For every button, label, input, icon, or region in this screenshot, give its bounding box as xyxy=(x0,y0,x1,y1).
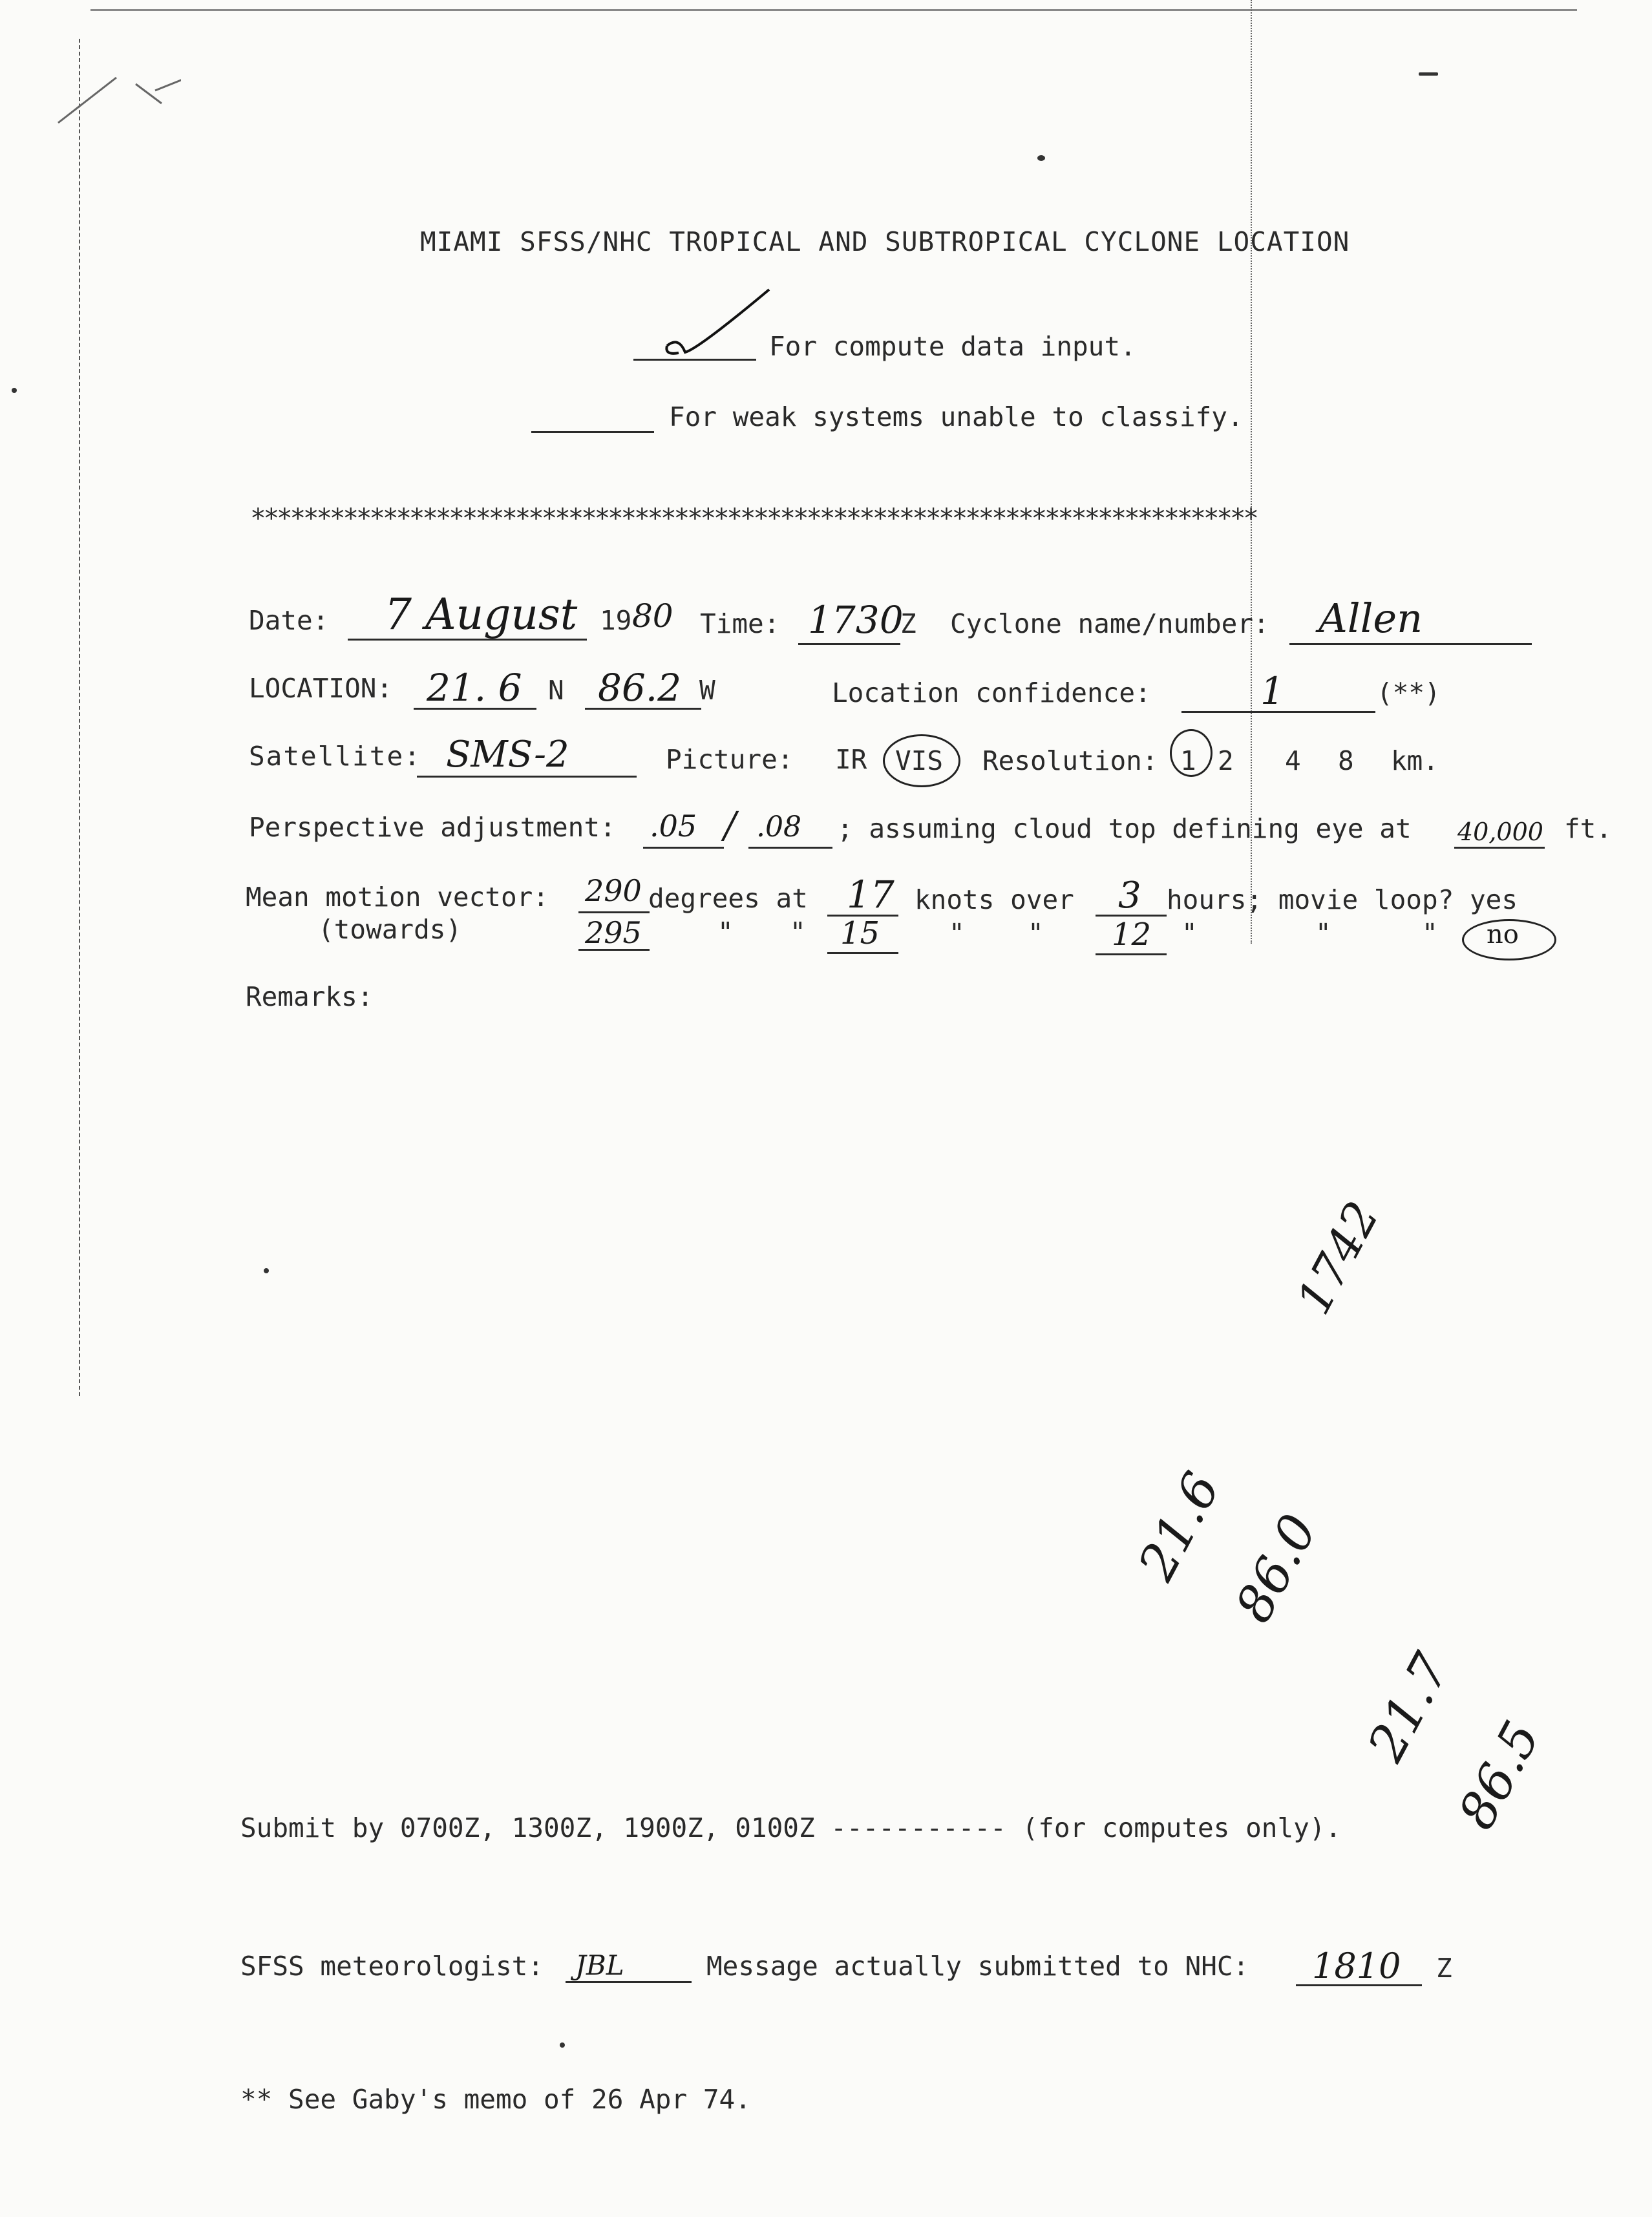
top-edge-line xyxy=(90,9,1577,11)
satellite-field[interactable]: SMS-2 xyxy=(446,734,569,776)
longitude-field[interactable]: 86.2 xyxy=(598,666,682,710)
location-label: LOCATION: xyxy=(249,673,393,704)
resolution-1-option[interactable]: 1 xyxy=(1180,745,1196,776)
handwritten-note: 21.6 xyxy=(1127,1463,1232,1590)
speck xyxy=(264,1268,269,1273)
remarks-label: Remarks: xyxy=(246,981,374,1012)
confidence-label: Location confidence: xyxy=(832,677,1151,708)
latitude-field[interactable]: 21. 6 xyxy=(427,666,522,710)
submit-instruction: Submit by 0700Z, 1300Z, 1900Z, 0100Z ----------- (for computes only). xyxy=(240,1812,1342,1843)
perspective-separator: / xyxy=(724,805,736,847)
motion-knots2-line xyxy=(827,952,898,954)
speck xyxy=(12,388,17,393)
perspective-b-field[interactable]: .08 xyxy=(756,811,801,843)
latitude-unit: N xyxy=(548,675,564,706)
motion-knots-text: knots over xyxy=(915,884,1074,915)
motion-hours-text: hours; movie loop? yes xyxy=(1167,884,1518,915)
picture-ir-option[interactable]: IR xyxy=(835,744,867,775)
handwritten-note: 1742 xyxy=(1286,1193,1390,1323)
resolution-8-option[interactable]: 8 xyxy=(1338,745,1354,776)
ditto-mark: " xyxy=(1181,918,1198,949)
perspective-text: ; assuming cloud top defining eye at xyxy=(837,813,1412,844)
motion-hours2-line xyxy=(1096,953,1167,955)
ditto-mark: " xyxy=(790,917,806,948)
meteorologist-label: SFSS meteorologist: xyxy=(240,1951,544,1982)
towards-label: (towards) xyxy=(318,914,462,945)
year-field[interactable]: 80 xyxy=(632,597,673,635)
speck xyxy=(1419,72,1438,76)
perspective-a-line xyxy=(643,847,724,849)
meteorologist-field[interactable]: JBL xyxy=(575,1949,624,1981)
corner-scribble-mark xyxy=(39,65,181,142)
time-field[interactable]: 1730 xyxy=(808,598,904,642)
time-suffix: Z xyxy=(900,608,916,639)
cyclone-label: Cyclone name/number: xyxy=(950,608,1269,639)
longitude-unit: W xyxy=(699,675,715,706)
resolution-label: Resolution: xyxy=(982,745,1158,776)
meteorologist-field-line xyxy=(566,1981,692,1983)
confidence-field[interactable]: 1 xyxy=(1260,669,1284,713)
speck xyxy=(560,2042,565,2048)
motion-degrees-2-field[interactable]: 295 xyxy=(585,915,642,950)
picture-label: Picture: xyxy=(666,744,794,775)
message-label: Message actually submitted to NHC: xyxy=(706,1951,1249,1982)
eye-height-line xyxy=(1454,847,1545,849)
cyclone-field-line xyxy=(1289,643,1532,645)
perspective-a-field[interactable]: .05 xyxy=(650,809,697,843)
eye-height-field[interactable]: 40,000 xyxy=(1457,818,1543,846)
motion-label: Mean motion vector: xyxy=(246,882,549,913)
date-field[interactable]: 7 August xyxy=(385,589,578,639)
weak-option-blank[interactable] xyxy=(531,431,654,433)
weak-option-label: For weak systems unable to classify. xyxy=(669,401,1244,432)
speck xyxy=(1037,155,1045,161)
handwritten-note: 21.7 xyxy=(1357,1644,1461,1771)
checkmark-icon xyxy=(659,284,776,362)
ditto-mark: " xyxy=(1315,918,1331,949)
motion-degrees-text: degrees at xyxy=(648,883,808,914)
satellite-field-line xyxy=(417,776,637,778)
left-margin-dashes xyxy=(79,39,80,1396)
resolution-4-option[interactable]: 4 xyxy=(1285,745,1301,776)
date-label: Date: xyxy=(249,605,329,636)
cyclone-field[interactable]: Allen xyxy=(1318,595,1423,642)
motion-degrees-1-field[interactable]: 290 xyxy=(585,873,642,908)
handwritten-note: 86.5 xyxy=(1447,1712,1552,1839)
confidence-note: (**) xyxy=(1377,677,1441,708)
eye-height-unit: ft. xyxy=(1564,813,1613,844)
ditto-mark: " xyxy=(1422,918,1438,949)
motion-hours-1-field[interactable]: 3 xyxy=(1118,875,1141,917)
compute-option-label: For compute data input. xyxy=(769,331,1136,362)
message-time-field[interactable]: 1810 xyxy=(1312,1946,1401,1986)
message-time-suffix: Z xyxy=(1436,1953,1452,1984)
year-prefix: 19 xyxy=(600,605,632,636)
star-separator: **************************************************************************** xyxy=(250,503,1256,534)
movie-loop-no-option[interactable]: no xyxy=(1487,920,1519,949)
form-title: MIAMI SFSS/NHC TROPICAL AND SUBTROPICAL CYCLONE LOCATION xyxy=(420,226,1350,257)
resolution-2-option[interactable]: 2 xyxy=(1218,745,1234,776)
perspective-b-line xyxy=(748,847,832,849)
footnote: ** See Gaby's memo of 26 Apr 74. xyxy=(240,2084,751,2115)
time-field-line xyxy=(798,643,900,645)
time-label: Time: xyxy=(700,608,780,639)
ditto-mark: " xyxy=(717,917,734,948)
motion-knots-1-field[interactable]: 17 xyxy=(847,873,895,917)
motion-knots-2-field[interactable]: 15 xyxy=(840,915,880,951)
resolution-unit: km. xyxy=(1391,745,1439,776)
ditto-mark: " xyxy=(1028,918,1044,949)
picture-vis-option[interactable]: VIS xyxy=(895,745,944,776)
motion-hours-2-field[interactable]: 12 xyxy=(1112,917,1152,953)
satellite-label: Satellite: xyxy=(249,741,421,772)
motion-deg1-line xyxy=(578,911,650,913)
perspective-label: Perspective adjustment: xyxy=(249,812,616,843)
ditto-mark: " xyxy=(949,918,965,949)
fold-line xyxy=(1251,0,1252,944)
handwritten-note: 86.0 xyxy=(1224,1505,1329,1632)
